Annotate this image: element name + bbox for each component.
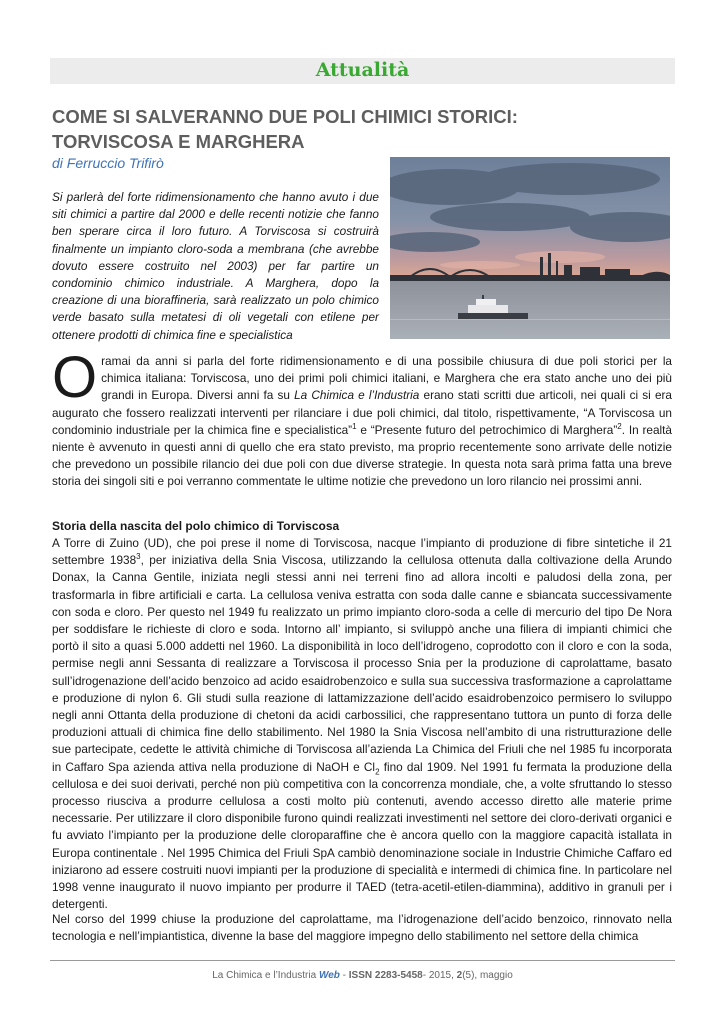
section-title: Attualità [315,59,410,81]
history-text-3: fino dal 1909. Nel 1991 fu fermata la produzione della cellulosa e dei suoi derivati, perché non più competitiva con la concorrenza mondiale, che, a volte sfruttando lo stesso processo riusciva a produrre cellulosa a costi molto più contenuti, avendo accesso diretto alle materie prime necessarie. Per utilizzare il cloro disponibile furono quindi realizzati investimenti nel settore dei cloro-derivati organici e fu avviato l’impianto per la produzione delle cloroparaffine che è ancora quello con la maggiore capacità istallata in Europa continentale . Nel 1995 Chimica del Friuli SpA cambiò denominazione sociale in Industrie Chimiche Caffaro ed iniziarono ad essere costruiti nuovi impianti per la produzione di specialità e intermedi di chimica fine. In particolare nel 1998 venne inaugurato il nuovo impianto per produrre il TAED (tetra-acetil-etilen-diammina), additivo in granuli per i detergenti. [52,759,672,912]
intro-text-3: e “Presente futuro del petrochimico di Marghera” [356,422,618,437]
history-text-2: , per iniziativa della Snia Viscosa, utilizzando la cellulosa ottenuta dalla coltivazione della Arundo Donax, la Canna Gentile, iniziata negli stessi anni nei terreni fino ad allora incolti e paludosi della zona, per trasformarla in fibre artificiali e carta. La cellulosa veniva estratta con soda dalle canne e sbiancata successivamente con soda e cloro. Per questo nel 1949 fu realizzato un primo impianto cloro-soda a celle di mercurio del tipo De Nora per soddisfare le richieste di cloro e soda. Intorno all’ impianto, si sviluppò anche una filiera di impianti chimici che portò il sito a quasi 5.000 addetti nel 1960. La disponibilità in loco dell’idrogeno, coprodotto con il cloro e con la soda, permise negli anni Sessanta di realizzare a Torviscosa il processo Snia per la produzione di caprolattame, basato sull’idrogenazione dell’acido benzoico ad acido esaidrobenzoico e sulla sua successiva trasformazione a caprolattame e produzione di nylon 6. Gli studi sulla reazione di lattamizzazione dell’acido esaidrobenzoico permisero lo sviluppo negli anni Ottanta della produzione di chetoni da acidi carbossilici, che rappresentano tuttora un punto di forza delle produzioni attuali di chimica fine dello stabilimento. Nel 1980 la Snia Viscosa nell’ambito di una ristrutturazione delle sue partecipate, cedette le attività chimiche di Torviscosa all’azienda La Chimica del Friuli che nel 1985 fu incorporata in Caffaro Spa azienda attiva nella produzione di NaOH e Cl [52,553,672,774]
intro-text-4: . In realtà niente è avvenuto in questi anni di quello che era stato previsto, ma proprio recentemente sono arrivate delle notizie che prevedono un possibile rilancio dei due poli con due diverse strategie. In questa nota sarà prima fatta una breve storia dei singoli siti e poi verranno commentate le ultime notizie che prevedono un loro rilancio nei prossimi anni. [52,422,672,489]
article-title-line1: COME SI SALVERANNO DUE POLI CHIMICI STORICI: [52,106,518,127]
journal-name: La Chimica e l’Industria [294,388,420,403]
article-title-line2: TORVISCOSA E MARGHERA [52,131,305,152]
drop-cap-letter: O [52,345,98,410]
intro-text-2: erano stati scritti due articoli, nei quali ci si era augurato che fossero realizzati interventi per rilanciare i due poli chimici, dal titolo, rispettivamente, “A Torviscosa un condominio industriale per la chimica fine e specialistica” [52,388,672,437]
page-footer [0,970,725,981]
history-text-1: A Torre di Zuino (UD), che poi prese il nome di Torviscosa, nacque l’impianto di produzione di fibre sintetiche il 21 settembre 1938 [52,536,672,568]
continuation-paragraph: Nel corso del 1999 chiuse la produzione del caprolattame, ma l’idrogenazione dell’acido benzoico, rinnovato nella tecnologia e nell’impiantistica, divenne la base del maggiore impegno dello stabilimento nel settore della chimica [52,912,672,944]
footer-issn: ISSN 2283-5458 [348,970,423,981]
article-title [52,104,652,154]
intro-paragraph [52,345,672,491]
footer-divider [50,960,675,961]
history-paragraph [52,535,672,913]
footer-web-label: Web [318,970,340,981]
section-header-bar [50,58,675,84]
chlorine-subscript: 2 [375,767,380,776]
footnote-ref-2: 2 [617,421,622,431]
footnote-ref-3: 3 [136,552,141,562]
intro-text-1: ramai da anni si parla del forte ridimensionamento e di una possibile chiusura di due poli storici per la chimica italiana: Torviscosa, uno dei primi poli chimici italiani, e Marghera che era stato anche uno dei più grandi in Europa. Diversi anni fa su [101,354,672,403]
footer-journal: La Chimica e l’Industria [212,970,319,981]
footer-separator: - [339,970,349,981]
footer-year: - 2015, [422,970,457,981]
footer-issue: (5), maggio [462,970,513,981]
sunset-harbor-photo [390,157,670,339]
section-heading: Storia della nascita del polo chimico di Torviscosa [52,519,340,533]
footnote-ref-1: 1 [352,421,357,431]
article-abstract: Si parlerà del forte ridimensionamento che hanno avuto i due siti chimici a partire dal 2000 e delle recenti notizie che fanno ben sperare circa il loro futuro. A Torviscosa si costruirà finalmente un impianto cloro-soda a membrana (che avrebbe dovuto essere costruito nel 2003) per far partire un condominio chimico industriale. A Marghera, dopo la creazione di una bioraffineria, sarà realizzato un polo chimico verde basato sulla metatesi di oli vegetali con etilene per ottenere prodotti di chimica fine e specialistica [52,190,379,342]
article-author: di Ferruccio Trifirò [52,155,164,171]
footer-volume: 2 [456,970,463,981]
